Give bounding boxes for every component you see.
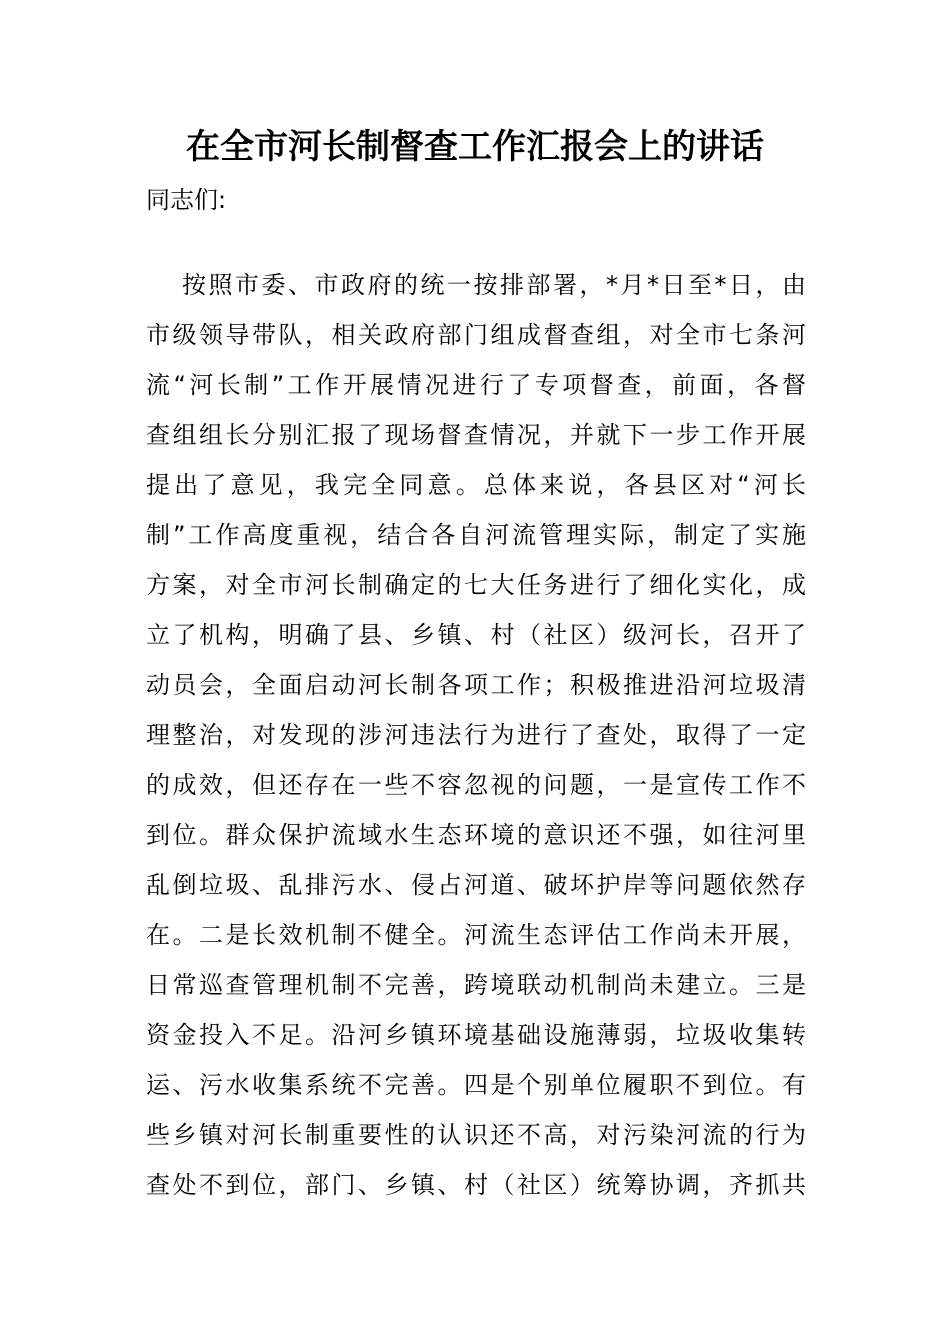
body-paragraph: [146, 260, 806, 1210]
text-line: 理整治，对发现的涉河违法行为进行了查处，取得了一定: [146, 721, 806, 749]
salutation: 同志们:: [146, 186, 227, 214]
text-line: 市级领导带队，相关政府部门组成督查组，对全市七条河: [146, 321, 806, 349]
text-line: 流“河长制”工作开展情况进行了专项督查，前面，各督: [146, 371, 806, 399]
text-line: 到位。群众保护流域水生态环境的意识还不强，如往河里: [146, 821, 806, 849]
document-title: 在全市河长制督查工作汇报会上的讲话: [186, 127, 764, 167]
text-line: 运、污水收集系统不完善。四是个别单位履职不到位。有: [146, 1071, 806, 1099]
text-line: 在。二是长效机制不健全。河流生态评估工作尚未开展，: [146, 921, 806, 949]
text-line: 方案，对全市河长制确定的七大任务进行了细化实化，成: [146, 571, 806, 599]
text-line: 查组组长分别汇报了现场督查情况，并就下一步工作开展: [146, 421, 806, 449]
text-line: 立了机构，明确了县、乡镇、村（社区）级河长，召开了: [146, 621, 806, 649]
text-line: 些乡镇对河长制重要性的认识还不高，对污染河流的行为: [146, 1121, 806, 1149]
text-line: 查处不到位，部门、乡镇、村（社区）统筹协调，齐抓共: [146, 1171, 806, 1199]
text-line: 提出了意见，我完全同意。总体来说，各县区对“河长: [146, 471, 806, 499]
text-line: 动员会，全面启动河长制各项工作；积极推进沿河垃圾清: [146, 671, 806, 699]
text-line: 按照市委、市政府的统一按排部署，*月*日至*日，由: [182, 271, 806, 299]
text-line: 的成效，但还存在一些不容忽视的问题，一是宣传工作不: [146, 771, 806, 799]
text-line: 日常巡查管理机制不完善，跨境联动机制尚未建立。三是: [146, 971, 806, 999]
text-line: 乱倒垃圾、乱排污水、侵占河道、破坏护岸等问题依然存: [146, 871, 806, 899]
text-line: 资金投入不足。沿河乡镇环境基础设施薄弱，垃圾收集转: [146, 1021, 806, 1049]
text-line: 制”工作高度重视，结合各自河流管理实际，制定了实施: [146, 521, 806, 549]
